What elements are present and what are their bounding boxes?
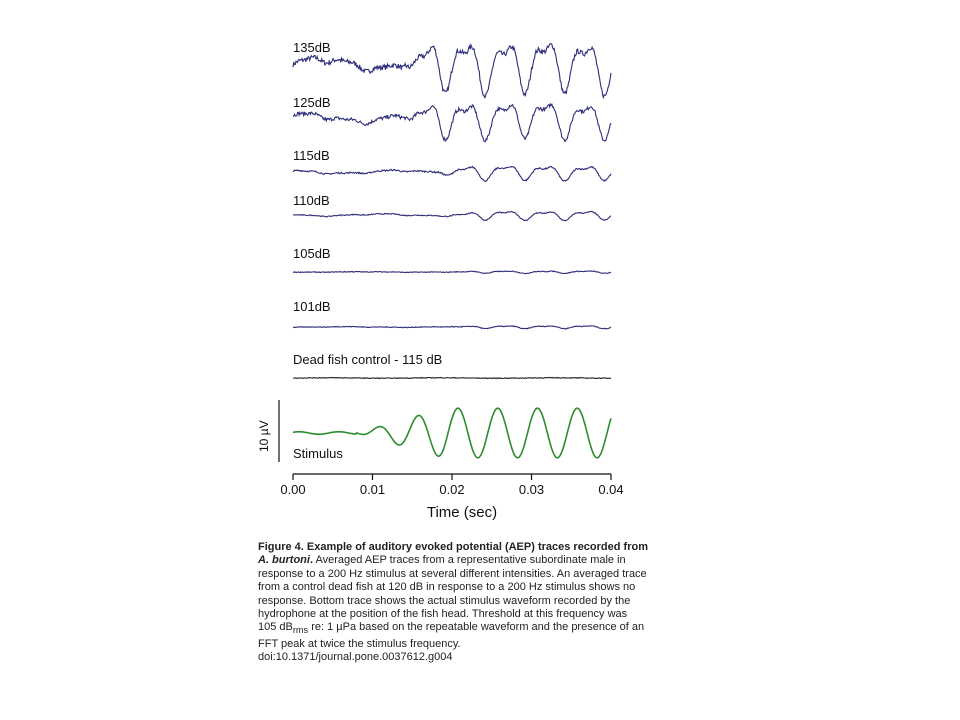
trace-label: 115dB (293, 148, 330, 163)
x-tick-label: 0.01 (359, 482, 386, 497)
caption-body-end: re: 1 µPa based on the repeatable waveform and the presence of an FFT peak at twice the stimulus frequency. (258, 621, 645, 651)
trace-label: 105dB (293, 246, 331, 261)
trace-label: Stimulus (293, 446, 343, 461)
x-axis (280, 474, 623, 497)
x-tick-label: 0.02 (439, 482, 465, 497)
x-axis-title: Time (sec) (426, 504, 498, 521)
trace-label: 110dB (293, 193, 330, 208)
trace-label: Dead fish control - 115 dB (293, 352, 443, 367)
x-tick-label: 0.00 (280, 482, 306, 497)
caption-species: A. burtoni (258, 554, 310, 567)
trace-115db (293, 167, 611, 182)
trace-135db (293, 44, 611, 98)
trace-dead-fish-control-115-db (293, 377, 611, 378)
trace-125db (293, 104, 611, 142)
figure-caption (258, 541, 648, 665)
trace-label: 101dB (293, 299, 331, 314)
trace-105db (293, 271, 611, 274)
caption-doi: doi:10.1371/journal.pone.0037612.g004 (258, 651, 453, 664)
caption-body: Averaged AEP traces from a representative subordinate male in response to a 200 Hz stimulus at several different intensities. An averaged trace from a control dead fish at 120 dB in response to a 200 Hz stimulus shows no response. Bottom trace shows the actual stimulus waveform recorded by the hydrophone at the position of the fish head. Threshold at this frequency was 105 dB (258, 554, 647, 634)
caption-title: Figure 4. Example of auditory evoked potential (AEP) traces recorded from (258, 541, 648, 553)
trace-110db (293, 211, 611, 221)
scale-bar (257, 400, 279, 462)
x-tick-label: 0.04 (598, 482, 624, 497)
trace-101db (293, 326, 611, 329)
trace-group (293, 40, 611, 461)
scale-bar-label: 10 µV (257, 420, 271, 452)
caption-body-subscript: rms (292, 625, 309, 636)
caption-title-end: . (309, 554, 313, 567)
x-tick-label: 0.03 (518, 482, 545, 497)
trace-label: 135dB (293, 40, 331, 55)
trace-label: 125dB (293, 95, 331, 110)
